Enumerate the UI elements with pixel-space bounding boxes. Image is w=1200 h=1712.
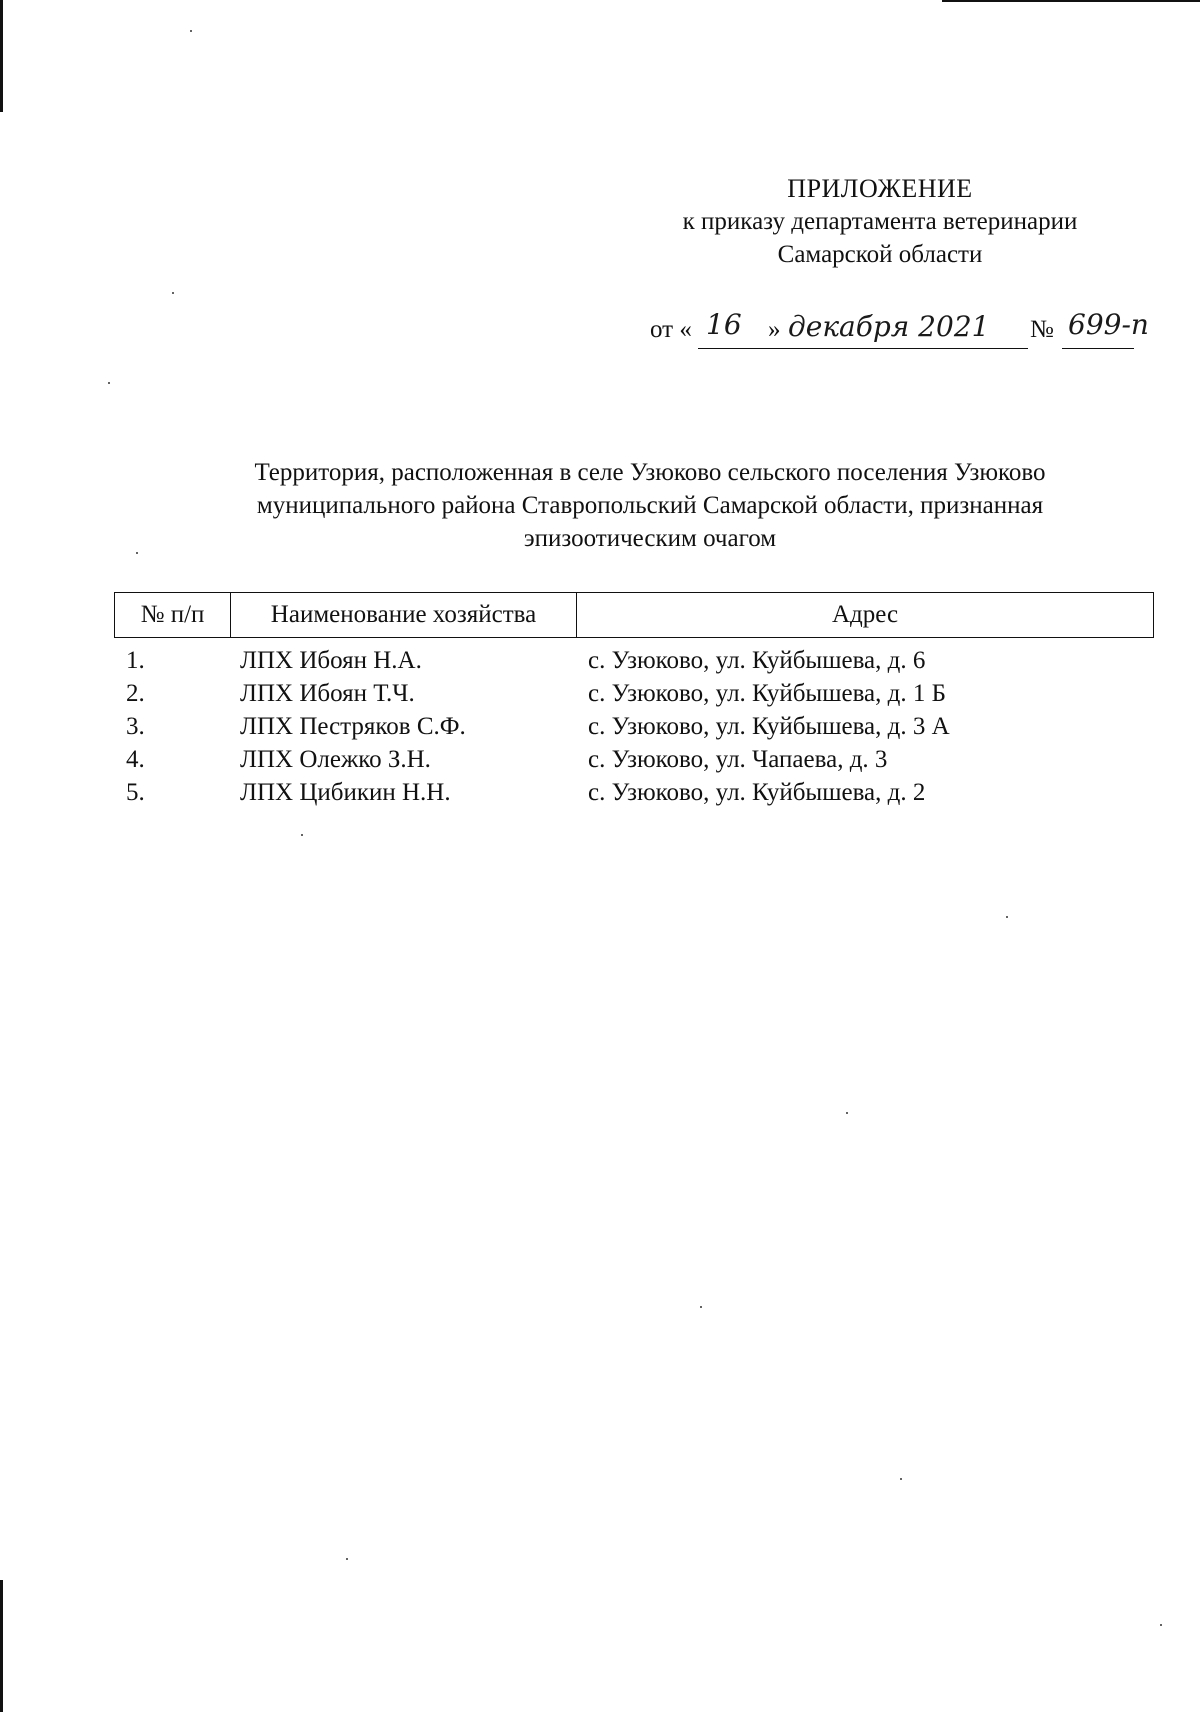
number-underline: [1062, 348, 1134, 349]
handwritten-month-year: декабря 2021: [788, 310, 990, 343]
scan-speck: [700, 1306, 702, 1308]
row-farm-name: ЛПХ Пестряков С.Ф.: [240, 712, 466, 740]
column-header-farm: Наименование хозяйства: [231, 593, 577, 637]
scan-speck: [900, 1478, 902, 1480]
date-quote-close: »: [768, 316, 781, 343]
row-number: 1.: [126, 646, 145, 674]
row-farm-name: ЛПХ Олежко З.Н.: [240, 745, 431, 773]
column-header-number: № п/п: [115, 593, 231, 637]
scan-speck: [1160, 1624, 1162, 1626]
row-farm-name: ЛПХ Ибоян Т.Ч.: [240, 679, 415, 707]
territory-heading-line3: эпизоотическим очагом: [523, 525, 777, 552]
row-address: с. Узюково, ул. Куйбышева, д. 3 А: [588, 712, 950, 740]
scan-speck: [190, 30, 192, 32]
row-number: 2.: [126, 679, 145, 707]
scan-speck: [846, 1112, 848, 1114]
row-address: с. Узюково, ул. Чапаева, д. 3: [588, 745, 888, 773]
scan-speck: [346, 1558, 348, 1560]
appendix-subtitle-line1: к приказу департамента ветеринарии: [682, 208, 1078, 235]
row-address: с. Узюково, ул. Куйбышева, д. 1 Б: [588, 679, 946, 707]
row-number: 4.: [126, 745, 145, 773]
table-row: [114, 710, 1154, 743]
territory-heading-line1: Территория, расположенная в селе Узюково сельского поселения Узюково: [254, 459, 1046, 486]
appendix-title: ПРИЛОЖЕНИЕ: [787, 174, 973, 203]
number-label: №: [1030, 316, 1054, 343]
table-row: [114, 776, 1154, 809]
order-date-line: [650, 308, 1170, 372]
appendix-subtitle-line2: Самарской области: [777, 241, 983, 268]
handwritten-order-number: 699-п: [1068, 308, 1149, 341]
month-year-underline: [782, 348, 1028, 349]
scan-speck: [108, 382, 110, 384]
row-number: 3.: [126, 712, 145, 740]
scan-edge-mark-top-right: [942, 0, 1200, 2]
handwritten-day: 16: [706, 308, 742, 341]
table-row: [114, 644, 1154, 677]
scan-speck: [301, 834, 303, 836]
territory-heading: [120, 456, 1180, 555]
row-number: 5.: [126, 778, 145, 806]
scan-speck: [172, 292, 174, 294]
scan-edge-mark-top-left: [0, 0, 3, 112]
appendix-header: [600, 172, 1160, 271]
row-address: с. Узюково, ул. Куйбышева, д. 6: [588, 646, 926, 674]
row-farm-name: ЛПХ Ибоян Н.А.: [240, 646, 422, 674]
territory-heading-line2: муниципального района Ставропольский Самарской области, признанная: [256, 492, 1044, 519]
scan-edge-mark-bottom-left: [0, 1580, 3, 1712]
scan-speck: [1006, 916, 1008, 918]
column-header-address: Адрес: [831, 601, 899, 628]
table-row: [114, 677, 1154, 710]
row-farm-name: ЛПХ Цибикин Н.Н.: [240, 778, 451, 806]
farms-table-body: [114, 644, 1154, 809]
farms-table-header: [114, 592, 1154, 638]
table-row: [114, 743, 1154, 776]
row-address: с. Узюково, ул. Куйбышева, д. 2: [588, 778, 926, 806]
date-prefix: от «: [650, 316, 692, 343]
